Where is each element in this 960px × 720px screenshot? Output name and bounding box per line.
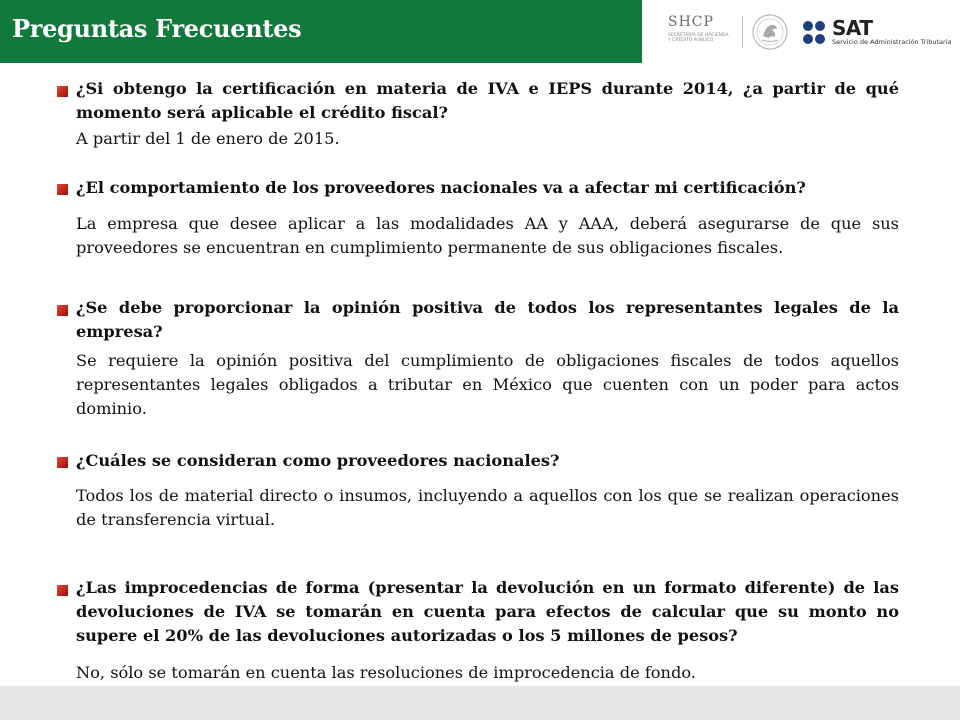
shcp-logo-name: SHCP (668, 14, 714, 30)
red-square-bullet-icon (57, 86, 68, 97)
red-square-bullet-icon (57, 585, 68, 596)
faq-answer: Se requiere la opinión positiva del cumplimiento de obligaciones fiscales de todos aquellos representantes legales obligados a tributar en México que cuenten con un poder para actos dominio. (76, 351, 899, 418)
red-square-bullet-icon (57, 457, 68, 468)
faq-question: ¿Si obtengo la certificación en materia de IVA e IEPS durante 2014, ¿a partir de qué momento será aplicable el crédito fiscal? (76, 79, 899, 122)
faq-answer: Todos los de material directo o insumos, incluyendo a aquellos con los que se realizan operaciones de transferencia virtual. (76, 486, 899, 529)
faq-answer: No, sólo se tomarán en cuenta las resoluciones de improcedencia de fondo. (76, 663, 696, 682)
sat-logo-subtitle: Servicio de Administración Tributaria (832, 38, 952, 46)
shcp-sub-line: Y CRÉDITO PÚBLICO (668, 38, 714, 43)
faq-answer: La empresa que desee aplicar a las modalidades AA y AAA, deberá asegurarse de que sus proveedores se encuentran en cumplimiento permanente de sus obligaciones fiscales. (76, 214, 899, 257)
shcp-sub-line: SECRETARÍA DE HACIENDA (668, 33, 729, 38)
red-square-bullet-icon (57, 305, 68, 316)
faq-question: ¿Cuáles se consideran como proveedores nacionales? (76, 451, 560, 470)
faq-question: ¿Se debe proporcionar la opinión positiva de todos los representantes legales de la empresa? (76, 298, 899, 341)
red-square-bullet-icon (57, 184, 68, 195)
faq-question: ¿Las improcedencias de forma (presentar la devolución en un formato diferente) de las devoluciones de IVA se tomarán en cuenta para efectos de calcular que su monto no supere el 20% de las devoluciones autorizadas o los 5 millones de pesos? (76, 578, 899, 645)
page-title: Preguntas Frecuentes (12, 14, 302, 43)
footer-band (0, 686, 960, 720)
faq-question: ¿El comportamiento de los proveedores nacionales va a afectar mi certificación? (76, 178, 806, 197)
faq-answer: A partir del 1 de enero de 2015. (76, 129, 340, 148)
sat-logo-name: SAT (832, 16, 873, 40)
